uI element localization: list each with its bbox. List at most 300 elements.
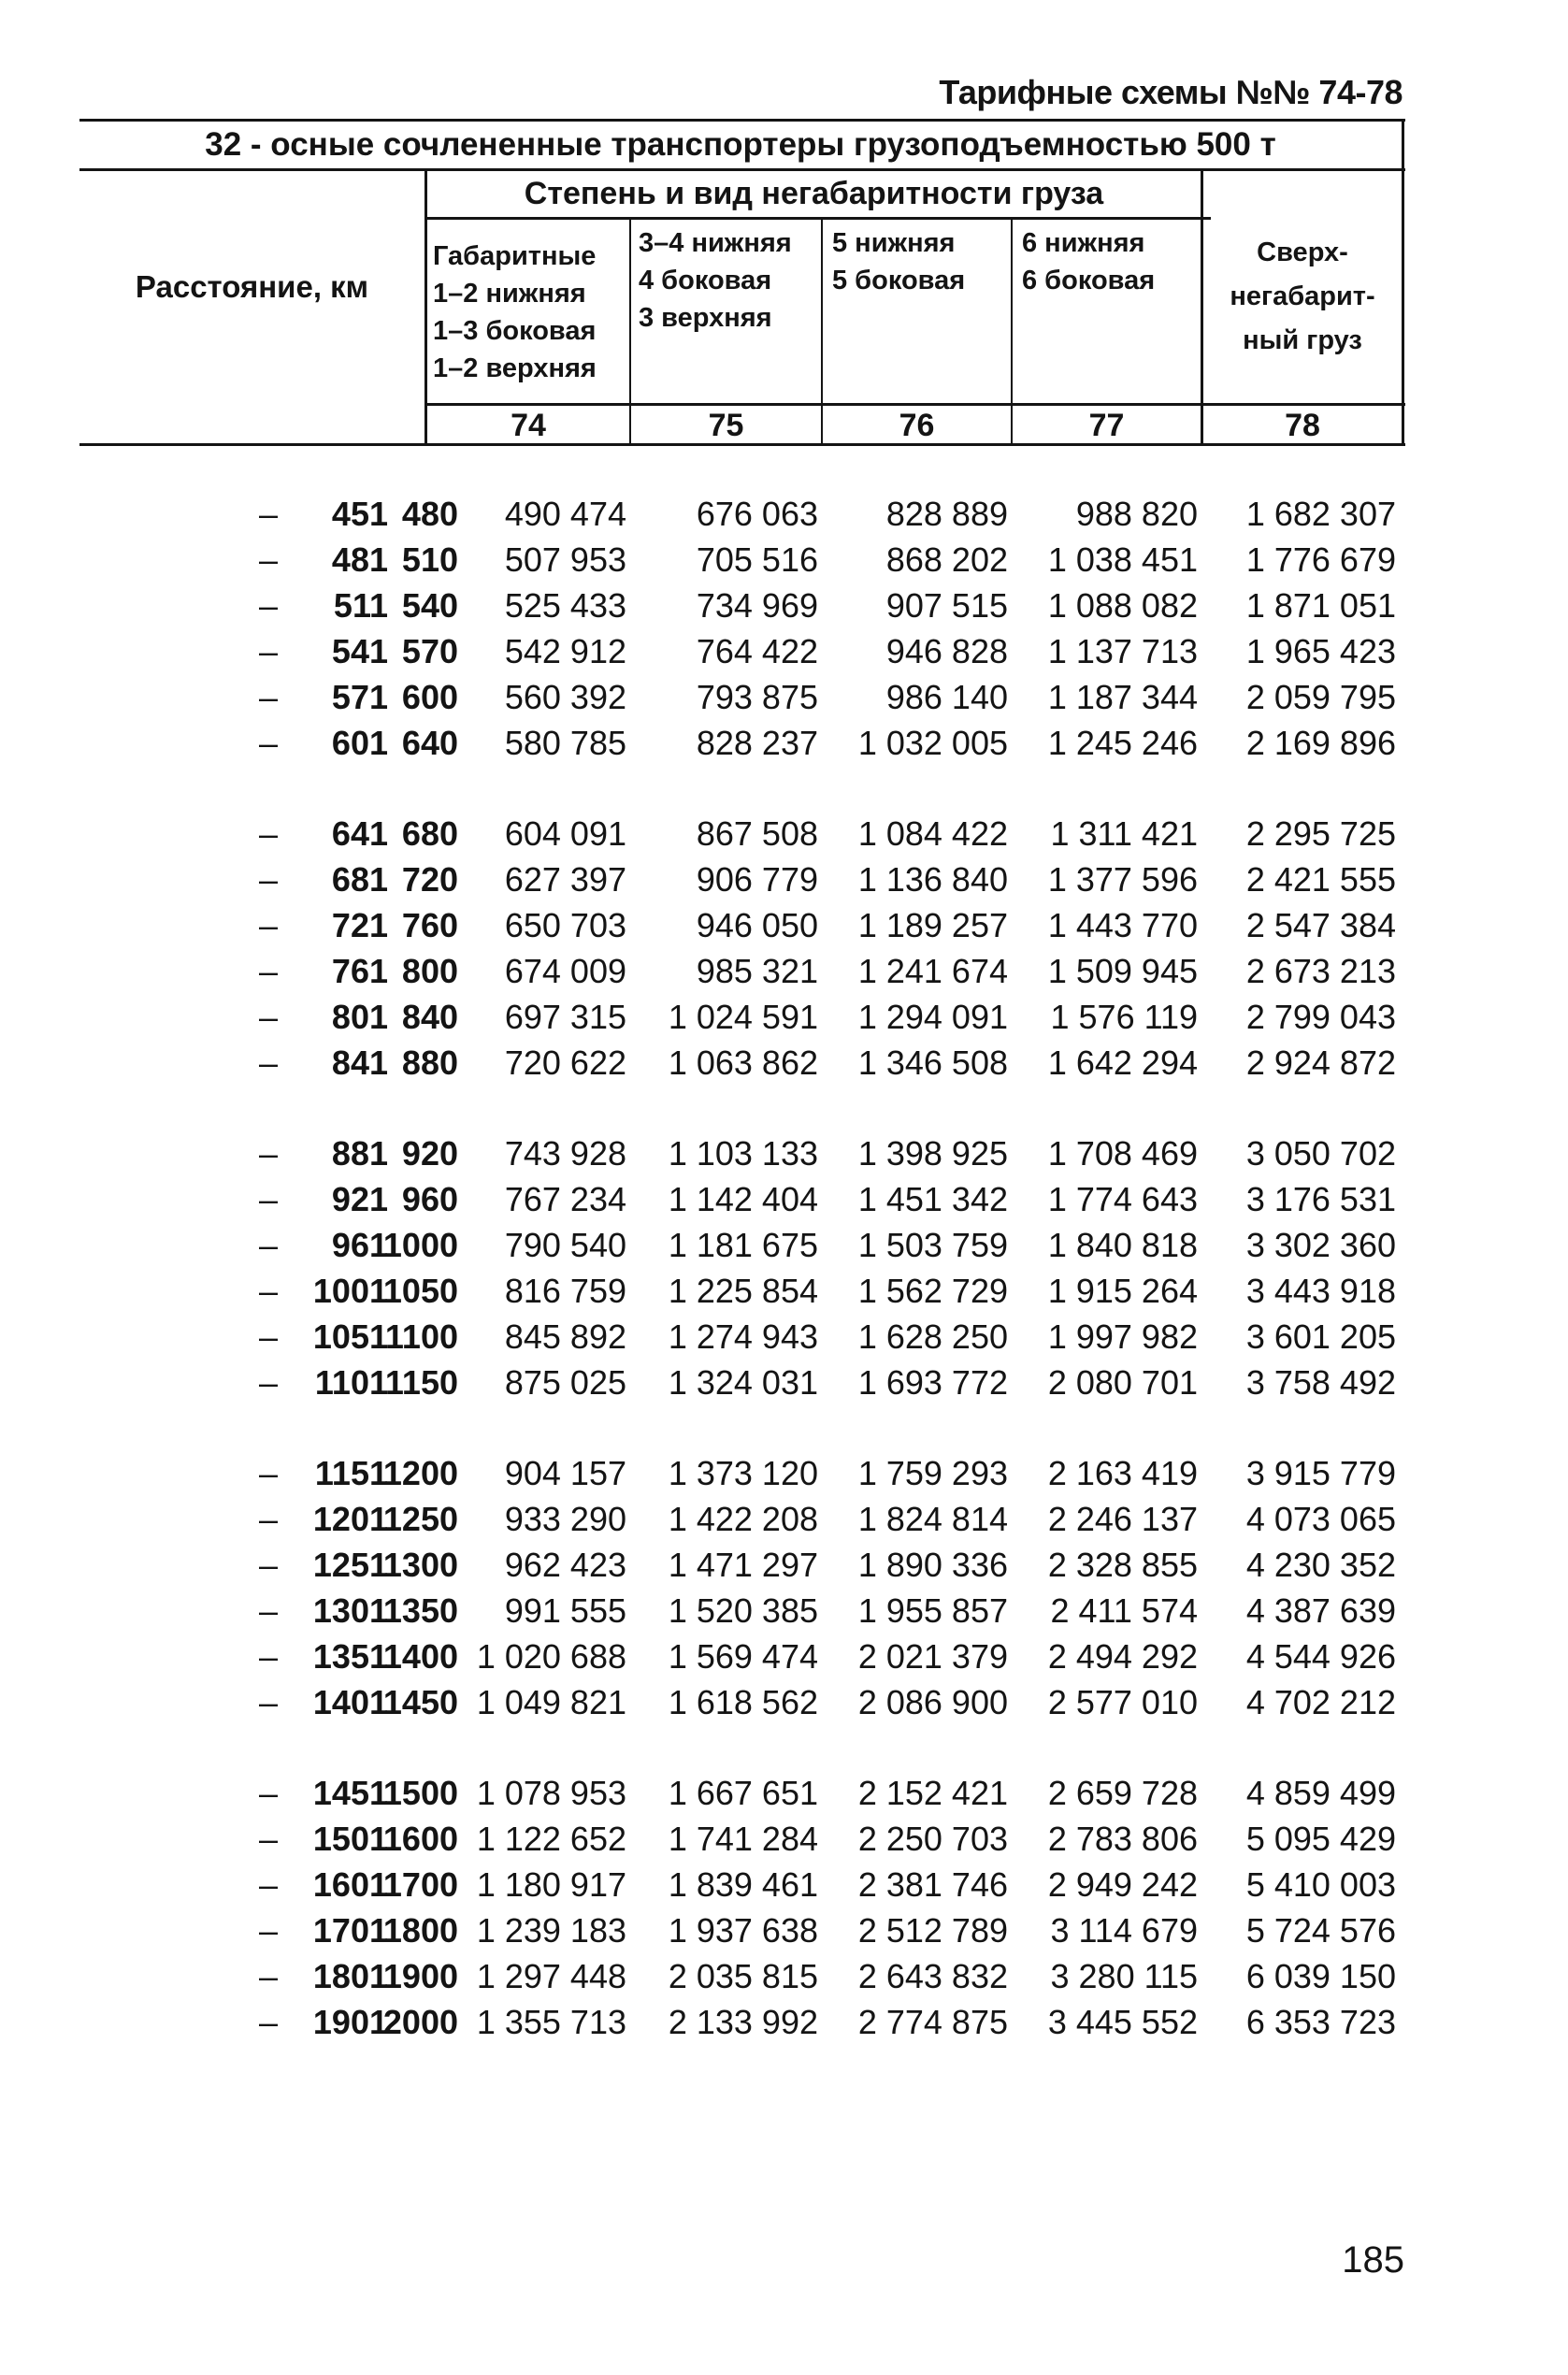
table-row (79, 628, 1405, 674)
table-row (79, 1176, 1405, 1222)
tariff-value-77: 1 708 469 (1047, 1134, 1198, 1173)
tariff-value-76: 1 693 772 (857, 1363, 1008, 1402)
tariff-value-78: 3 050 702 (1245, 1134, 1396, 1173)
column-header-76 (832, 224, 1010, 318)
range-dash: – (258, 632, 279, 670)
tariff-value-76: 2 086 900 (857, 1683, 1008, 1721)
range-dash: – (258, 1774, 279, 1812)
range-dash: – (258, 678, 279, 716)
column-77-line: 6 нижняя (1022, 228, 1145, 258)
tariff-value-78: 2 295 725 (1245, 814, 1396, 853)
column-74-line: 1–3 боковая (433, 316, 597, 346)
range-dash: – (258, 1317, 279, 1356)
table-row (79, 1862, 1405, 1907)
tariff-value-74: 604 091 (504, 814, 626, 853)
tariff-value-78: 3 176 531 (1245, 1180, 1396, 1218)
tariff-value-78: 3 601 205 (1245, 1317, 1396, 1356)
distance-to: 1800 (382, 1911, 458, 1950)
tariff-value-75: 1 142 404 (668, 1180, 818, 1218)
distance-header: Расстояние, км (135, 269, 369, 304)
column-74-line: Габаритные (433, 241, 597, 271)
distance-to: 480 (401, 495, 458, 533)
tariff-value-75: 1 520 385 (668, 1591, 818, 1630)
tariff-value-75: 1 618 562 (668, 1683, 818, 1721)
tariff-value-77: 1 038 451 (1047, 540, 1198, 579)
tariff-value-74: 1 297 448 (476, 1957, 626, 1995)
tariff-value-78: 5 410 003 (1245, 1865, 1396, 1904)
distance-from: 841 (331, 1044, 388, 1082)
tariff-value-78: 4 387 639 (1245, 1591, 1396, 1630)
distance-to: 1500 (382, 1774, 458, 1812)
tariff-value-78: 4 859 499 (1245, 1774, 1396, 1812)
tariff-value-77: 2 328 855 (1047, 1546, 1198, 1584)
column-75-line: 4 боковая (639, 266, 772, 295)
tariff-value-76: 1 398 925 (857, 1134, 1008, 1173)
distance-to: 1250 (382, 1500, 458, 1538)
distance-to: 1000 (382, 1226, 458, 1264)
tariff-value-74: 1 078 953 (476, 1774, 626, 1812)
tariff-value-78: 4 544 926 (1245, 1637, 1396, 1676)
distance-to: 840 (401, 998, 458, 1036)
distance-to: 1400 (382, 1637, 458, 1676)
range-dash: – (258, 1363, 279, 1402)
tariff-value-75: 867 508 (696, 814, 818, 853)
column-78-line: ный груз (1243, 324, 1362, 355)
tariff-value-76: 1 955 857 (857, 1591, 1008, 1630)
tariff-value-74: 1 355 713 (476, 2003, 626, 2041)
tariff-value-78: 5 095 429 (1245, 1820, 1396, 1858)
distance-to: 570 (401, 632, 458, 670)
distance-from: 921 (331, 1180, 388, 1218)
tariff-value-76: 2 643 832 (857, 1957, 1008, 1995)
column-75-line: 3–4 нижняя (639, 228, 792, 258)
tariff-value-74: 767 234 (504, 1180, 626, 1218)
tariff-value-76: 2 152 421 (857, 1774, 1008, 1812)
distance-to: 1900 (382, 1957, 458, 1995)
tariff-value-75: 1 324 031 (668, 1363, 818, 1402)
tariff-value-76: 2 250 703 (857, 1820, 1008, 1858)
tariff-value-75: 1 422 208 (668, 1500, 818, 1538)
tariff-value-77: 1 187 344 (1047, 678, 1198, 716)
scheme-number-76: 76 (899, 408, 935, 443)
range-dash: – (258, 860, 279, 899)
table-row (79, 1040, 1405, 1086)
distance-from: 881 (331, 1134, 388, 1173)
tariff-value-77: 1 088 082 (1047, 586, 1198, 625)
table-row (79, 1496, 1405, 1542)
tariff-value-77: 2 494 292 (1047, 1637, 1198, 1676)
table-row (79, 720, 1405, 766)
distance-from: 801 (331, 998, 388, 1036)
tariff-value-76: 2 512 789 (857, 1911, 1008, 1950)
table-row (79, 1314, 1405, 1360)
tariff-value-77: 988 820 (1075, 495, 1198, 533)
tariff-value-77: 2 246 137 (1047, 1500, 1198, 1538)
tariff-value-78: 4 230 352 (1245, 1546, 1396, 1584)
range-dash: – (258, 586, 279, 625)
distance-to: 1050 (382, 1272, 458, 1310)
tariff-value-74: 507 953 (504, 540, 626, 579)
column-header-77 (1022, 224, 1200, 318)
tariff-value-74: 1 122 652 (476, 1820, 626, 1858)
tariff-value-77: 2 080 701 (1047, 1363, 1198, 1402)
distance-to: 2000 (382, 2003, 458, 2041)
tariff-value-75: 2 133 992 (668, 2003, 818, 2041)
distance-from: 1201 (312, 1500, 388, 1538)
column-75-line: 3 верхняя (639, 303, 772, 333)
range-dash: – (258, 1134, 279, 1173)
tariff-value-74: 560 392 (504, 678, 626, 716)
tariff-value-77: 1 576 119 (1050, 998, 1198, 1036)
range-dash: – (258, 814, 279, 853)
column-77-line: 6 боковая (1022, 266, 1156, 295)
distance-to: 1450 (382, 1683, 458, 1721)
row-group (79, 491, 1405, 766)
tariff-value-76: 1 189 257 (857, 906, 1008, 944)
table-row (79, 674, 1405, 720)
range-dash: – (258, 1180, 279, 1218)
distance-from: 1501 (312, 1820, 388, 1858)
tariff-value-76: 1 890 336 (857, 1546, 1008, 1584)
tariff-value-78: 2 547 384 (1245, 906, 1396, 944)
distance-to: 510 (401, 540, 458, 579)
tariff-value-75: 946 050 (696, 906, 818, 944)
range-dash: – (258, 540, 279, 579)
tariff-value-75: 1 373 120 (668, 1454, 818, 1492)
tariff-value-76: 2 381 746 (857, 1865, 1008, 1904)
distance-to: 1700 (382, 1865, 458, 1904)
tariff-value-74: 674 009 (504, 952, 626, 990)
scheme-number-75: 75 (708, 408, 744, 443)
tariff-value-76: 1 294 091 (857, 998, 1008, 1036)
distance-from: 451 (331, 495, 388, 533)
tariff-value-77: 1 509 945 (1047, 952, 1198, 990)
distance-to: 640 (401, 724, 458, 762)
table-row (79, 1999, 1405, 2045)
range-dash: – (258, 998, 279, 1036)
distance-to: 1200 (382, 1454, 458, 1492)
row-group (79, 1770, 1405, 2045)
tariff-value-75: 734 969 (696, 586, 818, 625)
tariff-value-77: 1 774 643 (1047, 1180, 1198, 1218)
tariff-value-77: 3 114 679 (1050, 1911, 1198, 1950)
tariff-value-74: 1 239 183 (476, 1911, 626, 1950)
range-dash: – (258, 1683, 279, 1721)
tariff-value-77: 3 280 115 (1050, 1957, 1198, 1995)
table-right-border (1402, 122, 1404, 446)
tariff-value-78: 2 924 872 (1245, 1044, 1396, 1082)
tariff-value-74: 720 622 (504, 1044, 626, 1082)
tariff-value-76: 1 759 293 (857, 1454, 1008, 1492)
range-dash: – (258, 1865, 279, 1904)
distance-from: 961 (331, 1226, 388, 1264)
tariff-value-78: 6 353 723 (1245, 2003, 1396, 2041)
tariff-table-body (79, 491, 1405, 2090)
range-dash: – (258, 1272, 279, 1310)
range-dash: – (258, 1637, 279, 1676)
tariff-value-75: 705 516 (696, 540, 818, 579)
rule-under-degree (425, 217, 1211, 220)
tariff-value-76: 1 084 422 (857, 814, 1008, 853)
distance-from: 1251 (312, 1546, 388, 1584)
table-row (79, 902, 1405, 948)
column-76-line: 5 нижняя (832, 228, 956, 258)
tariff-value-74: 525 433 (504, 586, 626, 625)
range-dash: – (258, 1500, 279, 1538)
distance-to: 800 (401, 952, 458, 990)
column-74-line: 1–2 нижняя (433, 279, 586, 309)
range-dash: – (258, 1454, 279, 1492)
tariff-value-76: 2 774 875 (857, 2003, 1008, 2041)
distance-to: 880 (401, 1044, 458, 1082)
tariff-value-76: 1 136 840 (857, 860, 1008, 899)
tariff-value-78: 3 758 492 (1245, 1363, 1396, 1402)
tariff-value-74: 1 020 688 (476, 1637, 626, 1676)
tariff-value-76: 1 628 250 (857, 1317, 1008, 1356)
distance-to: 760 (401, 906, 458, 944)
tariff-value-77: 2 411 574 (1050, 1591, 1198, 1630)
tariff-value-75: 1 839 461 (668, 1865, 818, 1904)
tariff-value-77: 1 137 713 (1047, 632, 1198, 670)
page-number: 185 (1342, 2239, 1404, 2281)
tariff-value-77: 2 949 242 (1047, 1865, 1198, 1904)
tariff-value-75: 764 422 (696, 632, 818, 670)
tariff-value-76: 868 202 (885, 540, 1008, 579)
distance-from: 1801 (312, 1957, 388, 1995)
distance-from: 541 (331, 632, 388, 670)
tariff-value-76: 1 032 005 (857, 724, 1008, 762)
distance-from: 1601 (312, 1865, 388, 1904)
table-row (79, 1222, 1405, 1268)
distance-to: 1150 (384, 1363, 458, 1402)
tariff-value-76: 1 503 759 (857, 1226, 1008, 1264)
column-78-line: негабарит- (1230, 281, 1375, 311)
distance-to: 600 (401, 678, 458, 716)
range-dash: – (258, 724, 279, 762)
range-dash: – (258, 1911, 279, 1950)
distance-from: 1701 (312, 1911, 388, 1950)
tariff-value-75: 676 063 (696, 495, 818, 533)
page-title: Тарифные схемы №№ 74-78 (939, 73, 1403, 111)
tariff-value-74: 962 423 (504, 1546, 626, 1584)
table-row (79, 491, 1405, 537)
tariff-value-78: 4 073 065 (1245, 1500, 1396, 1538)
column-header-78 (1203, 171, 1402, 403)
tariff-value-74: 1 049 821 (476, 1683, 626, 1721)
degree-header: Степень и вид негабаритности груза (524, 176, 1104, 211)
tariff-value-77: 2 163 419 (1047, 1454, 1198, 1492)
tariff-value-77: 1 915 264 (1047, 1272, 1198, 1310)
distance-from: 681 (331, 860, 388, 899)
distance-to: 1100 (384, 1317, 458, 1356)
tariff-value-77: 1 840 818 (1047, 1226, 1198, 1264)
tariff-value-78: 1 776 679 (1245, 540, 1396, 579)
tariff-value-76: 1 241 674 (857, 952, 1008, 990)
distance-to: 1600 (382, 1820, 458, 1858)
tariff-value-75: 1 024 591 (668, 998, 818, 1036)
row-group (79, 811, 1405, 1086)
tariff-value-75: 1 741 284 (668, 1820, 818, 1858)
tariff-value-74: 845 892 (504, 1317, 626, 1356)
table-row (79, 1360, 1405, 1405)
table-row (79, 1816, 1405, 1862)
tariff-value-75: 985 321 (696, 952, 818, 990)
tariff-value-77: 2 783 806 (1047, 1820, 1198, 1858)
tariff-value-75: 828 237 (696, 724, 818, 762)
tariff-value-78: 2 169 896 (1245, 724, 1396, 762)
range-dash: – (258, 1546, 279, 1584)
tariff-value-74: 627 397 (504, 860, 626, 899)
tariff-value-74: 650 703 (504, 906, 626, 944)
tariff-value-74: 875 025 (504, 1363, 626, 1402)
tariff-value-76: 907 515 (885, 586, 1008, 625)
tariff-value-76: 1 562 729 (857, 1272, 1008, 1310)
distance-from: 1151 (314, 1454, 388, 1492)
tariff-value-75: 1 471 297 (668, 1546, 818, 1584)
distance-from: 1401 (312, 1683, 388, 1721)
distance-from: 1051 (312, 1317, 388, 1356)
distance-from: 571 (331, 678, 388, 716)
table-row (79, 1268, 1405, 1314)
table-row (79, 948, 1405, 994)
tariff-value-75: 1 274 943 (668, 1317, 818, 1356)
table-row (79, 811, 1405, 856)
tariff-value-74: 816 759 (504, 1272, 626, 1310)
tariff-value-77: 2 659 728 (1047, 1774, 1198, 1812)
range-dash: – (258, 1957, 279, 1995)
distance-from: 721 (331, 906, 388, 944)
distance-to: 1350 (382, 1591, 458, 1630)
table-header (79, 119, 1405, 446)
tariff-value-78: 3 443 918 (1245, 1272, 1396, 1310)
column-78-line: Сверх- (1257, 237, 1348, 267)
table-row (79, 1588, 1405, 1634)
tariff-value-75: 1 667 651 (668, 1774, 818, 1812)
table-row (79, 1542, 1405, 1588)
table-row (79, 1770, 1405, 1816)
distance-to: 680 (401, 814, 458, 853)
distance-to: 920 (401, 1134, 458, 1173)
table-row (79, 1907, 1405, 1953)
tariff-value-74: 933 290 (504, 1500, 626, 1538)
tariff-value-75: 906 779 (696, 860, 818, 899)
tariff-value-77: 1 642 294 (1047, 1044, 1198, 1082)
distance-from: 1101 (314, 1363, 388, 1402)
tariff-value-75: 1 569 474 (668, 1637, 818, 1676)
tariff-value-76: 986 140 (885, 678, 1008, 716)
distance-from: 1301 (312, 1591, 388, 1630)
table-title: 32 - осные сочлененные транспортеры грузоподъемностью 500 т (205, 126, 1276, 163)
tariff-value-78: 2 059 795 (1245, 678, 1396, 716)
tariff-value-78: 2 421 555 (1245, 860, 1396, 899)
scheme-number-77: 77 (1088, 408, 1125, 443)
range-dash: – (258, 1591, 279, 1630)
tariff-value-76: 1 824 814 (857, 1500, 1008, 1538)
distance-from: 761 (331, 952, 388, 990)
tariff-value-77: 1 245 246 (1047, 724, 1198, 762)
table-row (79, 1634, 1405, 1679)
range-dash: – (258, 1044, 279, 1082)
range-dash: – (258, 1820, 279, 1858)
table-row (79, 1450, 1405, 1496)
range-dash: – (258, 1226, 279, 1264)
tariff-value-78: 5 724 576 (1245, 1911, 1396, 1950)
distance-to: 540 (401, 586, 458, 625)
column-header-74 (433, 224, 627, 400)
tariff-value-74: 490 474 (504, 495, 626, 533)
tariff-value-78: 6 039 150 (1245, 1957, 1396, 1995)
tariff-value-76: 1 346 508 (857, 1044, 1008, 1082)
tariff-value-77: 2 577 010 (1047, 1683, 1198, 1721)
distance-to: 960 (401, 1180, 458, 1218)
tariff-value-78: 1 682 307 (1245, 495, 1396, 533)
tariff-value-76: 2 021 379 (857, 1637, 1008, 1676)
table-row (79, 994, 1405, 1040)
distance-to: 1300 (382, 1546, 458, 1584)
table-row (79, 537, 1405, 583)
tariff-value-77: 3 445 552 (1047, 2003, 1198, 2041)
column-76-line: 5 боковая (832, 266, 966, 295)
tariff-value-77: 1 311 421 (1050, 814, 1198, 853)
tariff-value-75: 1 225 854 (668, 1272, 818, 1310)
table-row (79, 1130, 1405, 1176)
tariff-value-77: 1 377 596 (1047, 860, 1198, 899)
tariff-value-74: 580 785 (504, 724, 626, 762)
distance-from: 1001 (312, 1272, 388, 1310)
row-group (79, 1130, 1405, 1405)
table-row (79, 1679, 1405, 1725)
tariff-value-75: 793 875 (696, 678, 818, 716)
tariff-value-75: 1 103 133 (668, 1134, 818, 1173)
tariff-value-74: 697 315 (504, 998, 626, 1036)
column-74-line: 1–2 верхняя (433, 353, 597, 383)
tariff-value-75: 2 035 815 (668, 1957, 818, 1995)
column-header-75 (639, 224, 819, 355)
table-row (79, 1953, 1405, 1999)
tariff-value-74: 542 912 (504, 632, 626, 670)
tariff-value-77: 1 997 982 (1047, 1317, 1198, 1356)
tariff-value-78: 2 673 213 (1245, 952, 1396, 990)
range-dash: – (258, 495, 279, 533)
distance-from: 1451 (312, 1774, 388, 1812)
distance-from: 481 (331, 540, 388, 579)
tariff-value-74: 743 928 (504, 1134, 626, 1173)
distance-from: 1901 (312, 2003, 388, 2041)
distance-from: 641 (331, 814, 388, 853)
tariff-value-74: 991 555 (504, 1591, 626, 1630)
table-row (79, 583, 1405, 628)
tariff-value-75: 1 181 675 (668, 1226, 818, 1264)
table-row (79, 856, 1405, 902)
distance-from: 511 (333, 586, 388, 625)
tariff-value-75: 1 937 638 (668, 1911, 818, 1950)
range-dash: – (258, 952, 279, 990)
range-dash: – (258, 2003, 279, 2041)
tariff-value-78: 3 915 779 (1245, 1454, 1396, 1492)
tariff-value-74: 790 540 (504, 1226, 626, 1264)
range-dash: – (258, 906, 279, 944)
row-group (79, 1450, 1405, 1725)
tariff-value-78: 1 965 423 (1245, 632, 1396, 670)
tariff-value-74: 904 157 (504, 1454, 626, 1492)
tariff-value-78: 1 871 051 (1245, 586, 1396, 625)
distance-from: 1351 (312, 1637, 388, 1676)
tariff-value-78: 4 702 212 (1245, 1683, 1396, 1721)
distance-to: 720 (401, 860, 458, 899)
tariff-value-76: 828 889 (885, 495, 1008, 533)
tariff-value-76: 1 451 342 (857, 1180, 1008, 1218)
scheme-number-78: 78 (1285, 408, 1320, 443)
